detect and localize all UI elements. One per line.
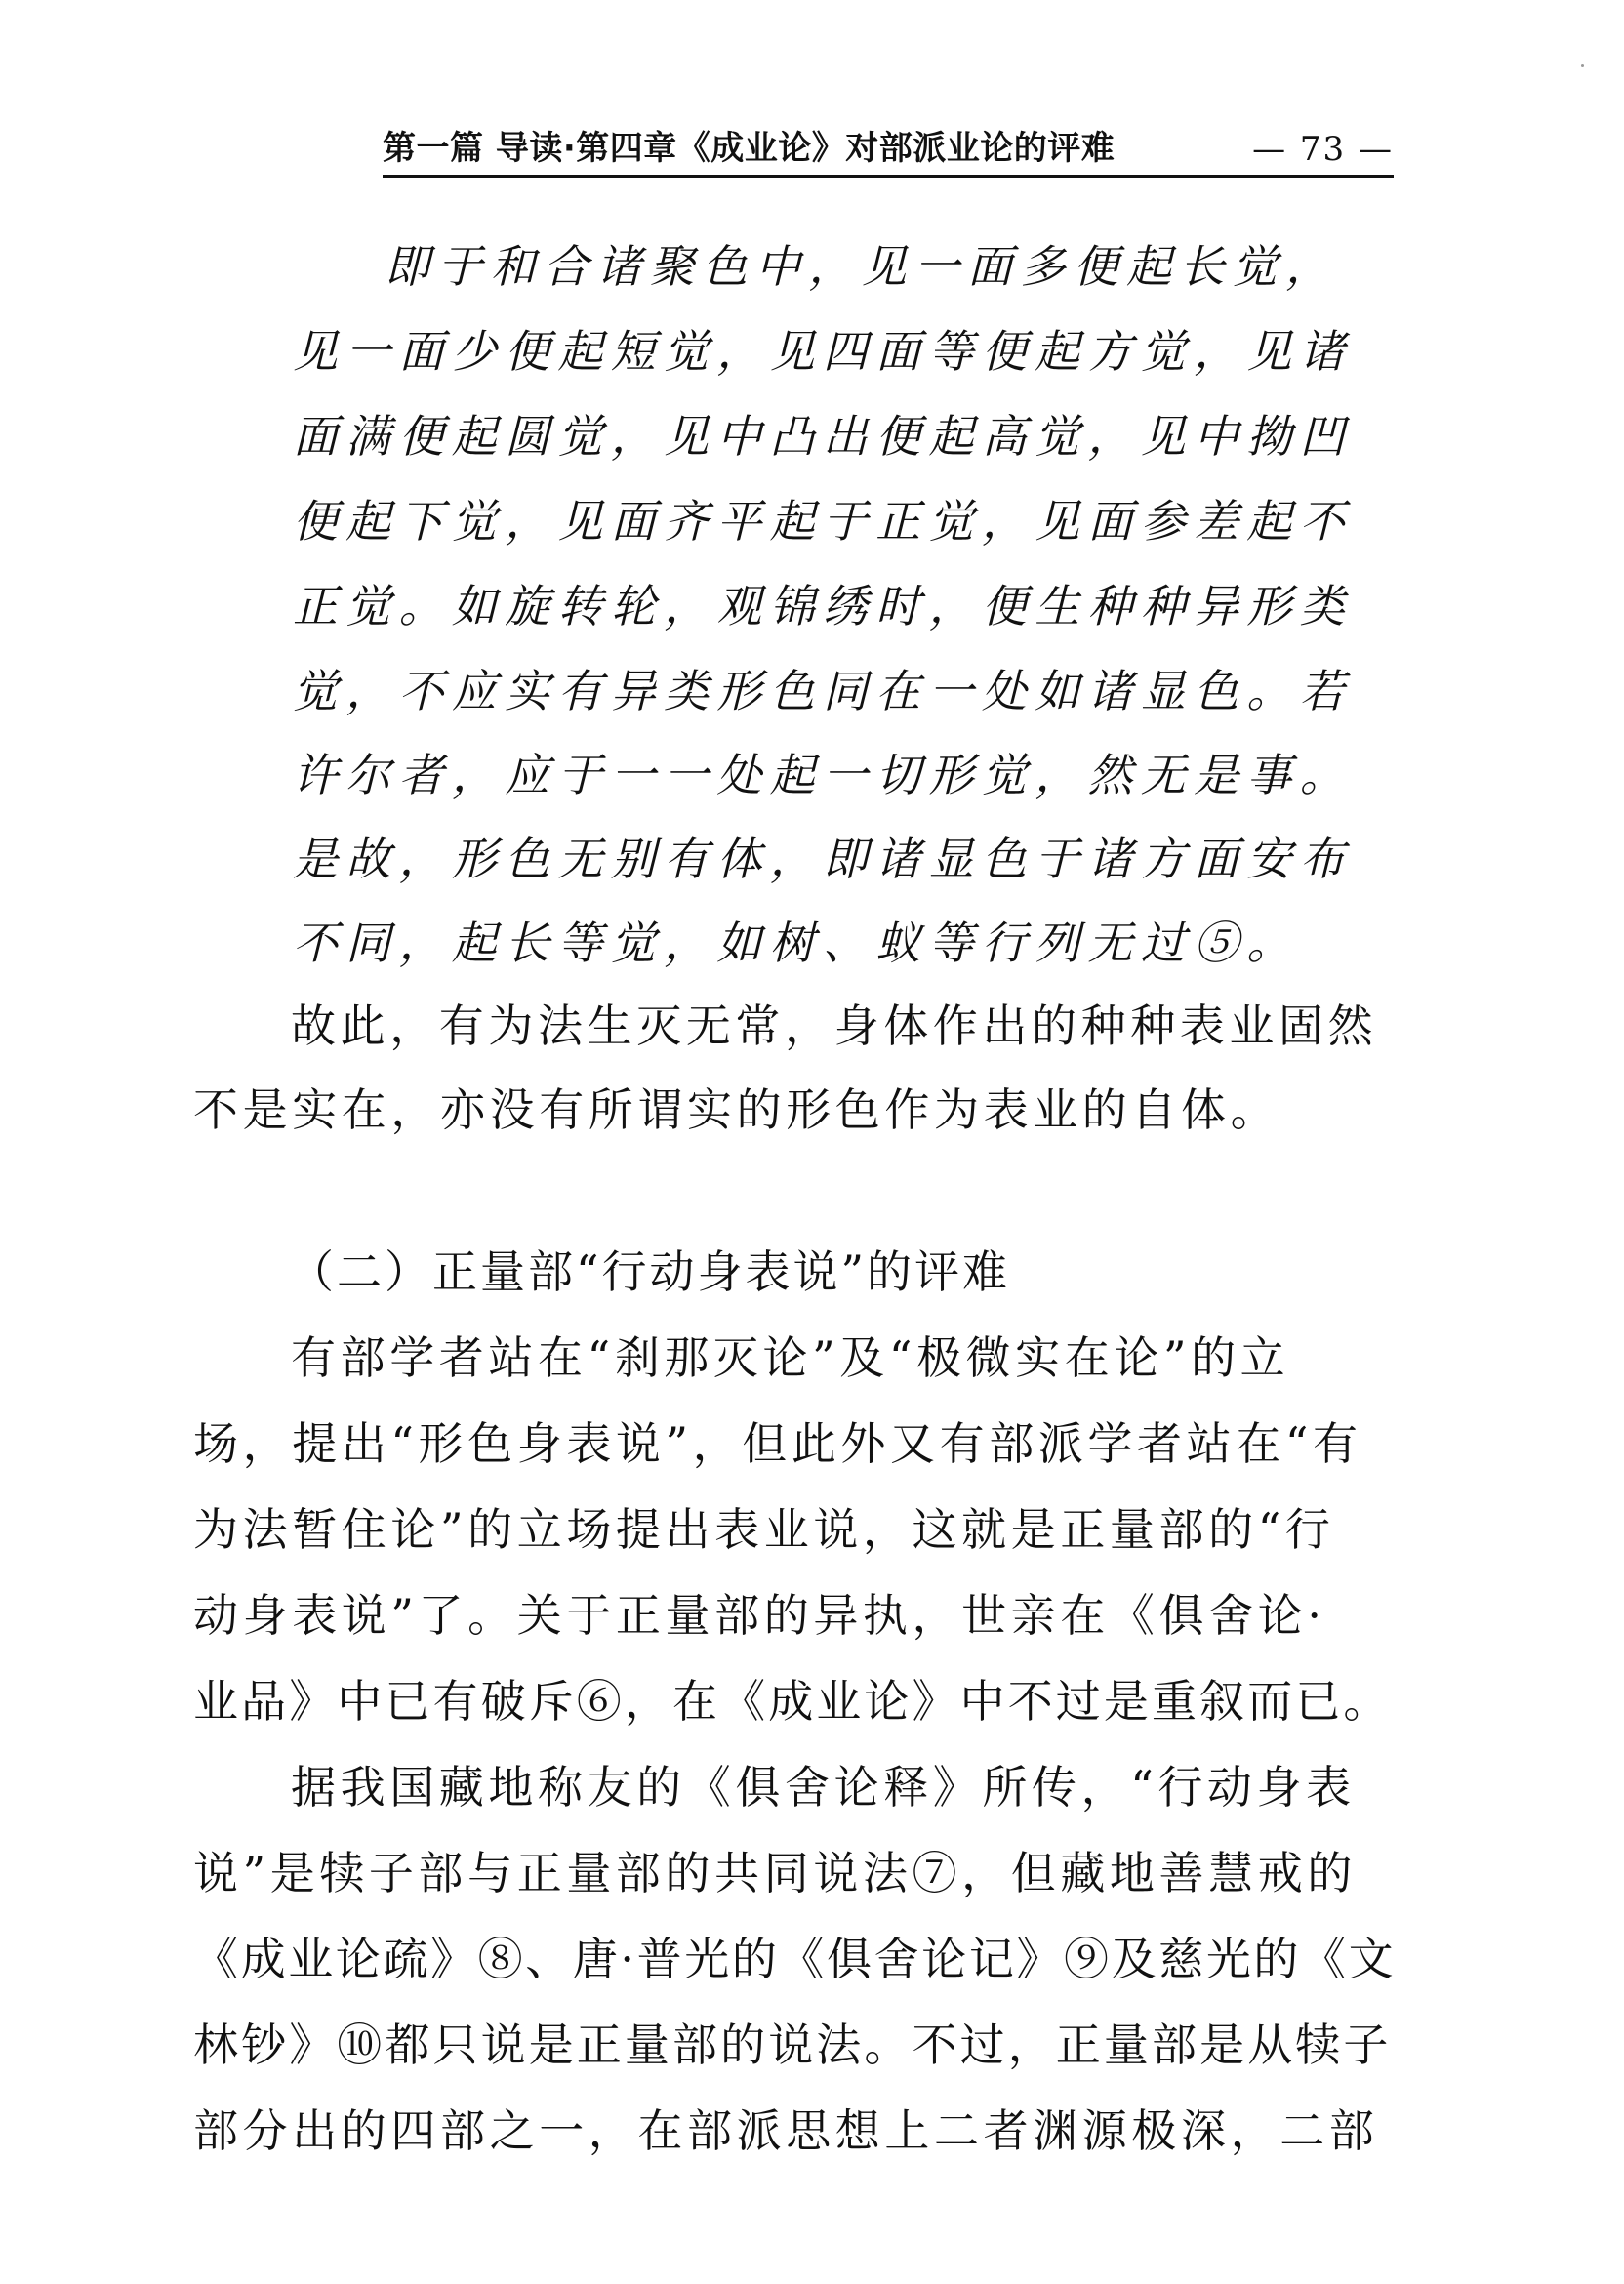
quote-line: 觉，不应实有异类形色同在一处如诸显色。若 <box>293 665 1353 717</box>
paragraph-line: 说”是犊子部与正量部的共同说法⑦，但藏地善慧戒的 <box>193 1847 1357 1899</box>
paragraph-line: 动身表说”了。关于正量部的异执，世亲在《俱舍论· <box>193 1589 1326 1642</box>
header-title: 第一篇 导读·第四章《成业论》对部派业论的评难 <box>383 129 1116 168</box>
quote-line: 许尔者，应于一一处起一切形觉，然无是事。 <box>293 749 1353 801</box>
running-header <box>383 125 1394 178</box>
quote-line: 是故，形色无别有体，即诸显色于诸方面安布 <box>293 833 1353 885</box>
paragraph-line: 《成业论疏》⑧、唐·普光的《俱舍论记》⑨及慈光的《文 <box>193 1933 1397 1985</box>
quote-line: 便起下觉，见面齐平起于正觉，见面参差起不 <box>293 495 1353 548</box>
paragraph-line: 故此，有为法生灭无常，身体作出的种种表业固然 <box>291 999 1378 1052</box>
paragraph-line: 有部学者站在“刹那灭论”及“极微实在论”的立 <box>291 1331 1290 1384</box>
paragraph-line: 林钞》⑩都只说是正量部的说法。不过，正量部是从犊子 <box>193 2019 1392 2071</box>
scan-speck <box>1581 64 1584 67</box>
quote-line: 面满便起圆觉，见中凸出便起高觉，见中拗凹 <box>293 410 1353 463</box>
quote-line: 见一面少便起短觉，见四面等便起方觉，见诸 <box>293 325 1353 378</box>
quote-line: 即于和合诸聚色中，见一面多便起长觉， <box>385 240 1339 293</box>
paragraph-line: 部分出的四部之一，在部派思想上二者渊源极深，二部 <box>193 2104 1379 2157</box>
quote-line: 正觉。如旋转轮，观锦绣时，便生种种异形类 <box>293 580 1353 632</box>
paragraph-line: 为法暂住论”的立场提出表业说，这就是正量部的“行 <box>193 1503 1335 1556</box>
paragraph-line: 不是实在，亦没有所谓实的形色作为表业的自体。 <box>193 1083 1280 1136</box>
quote-line: 不同，起长等觉，如树、蚁等行列无过⑤。 <box>293 917 1300 969</box>
paragraph-line: 业品》中已有破斥⑥，在《成业论》中不过是重叙而已。 <box>193 1675 1392 1728</box>
section-heading: （二）正量部“行动身表说”的评难 <box>289 1245 1011 1298</box>
page-number: — 73 — <box>1252 130 1394 169</box>
paragraph-line: 据我国藏地称友的《俱舍论释》所传，“行动身表 <box>291 1761 1356 1814</box>
paragraph-line: 场，提出“形色身表说”，但此外又有部派学者站在“有 <box>193 1417 1362 1470</box>
